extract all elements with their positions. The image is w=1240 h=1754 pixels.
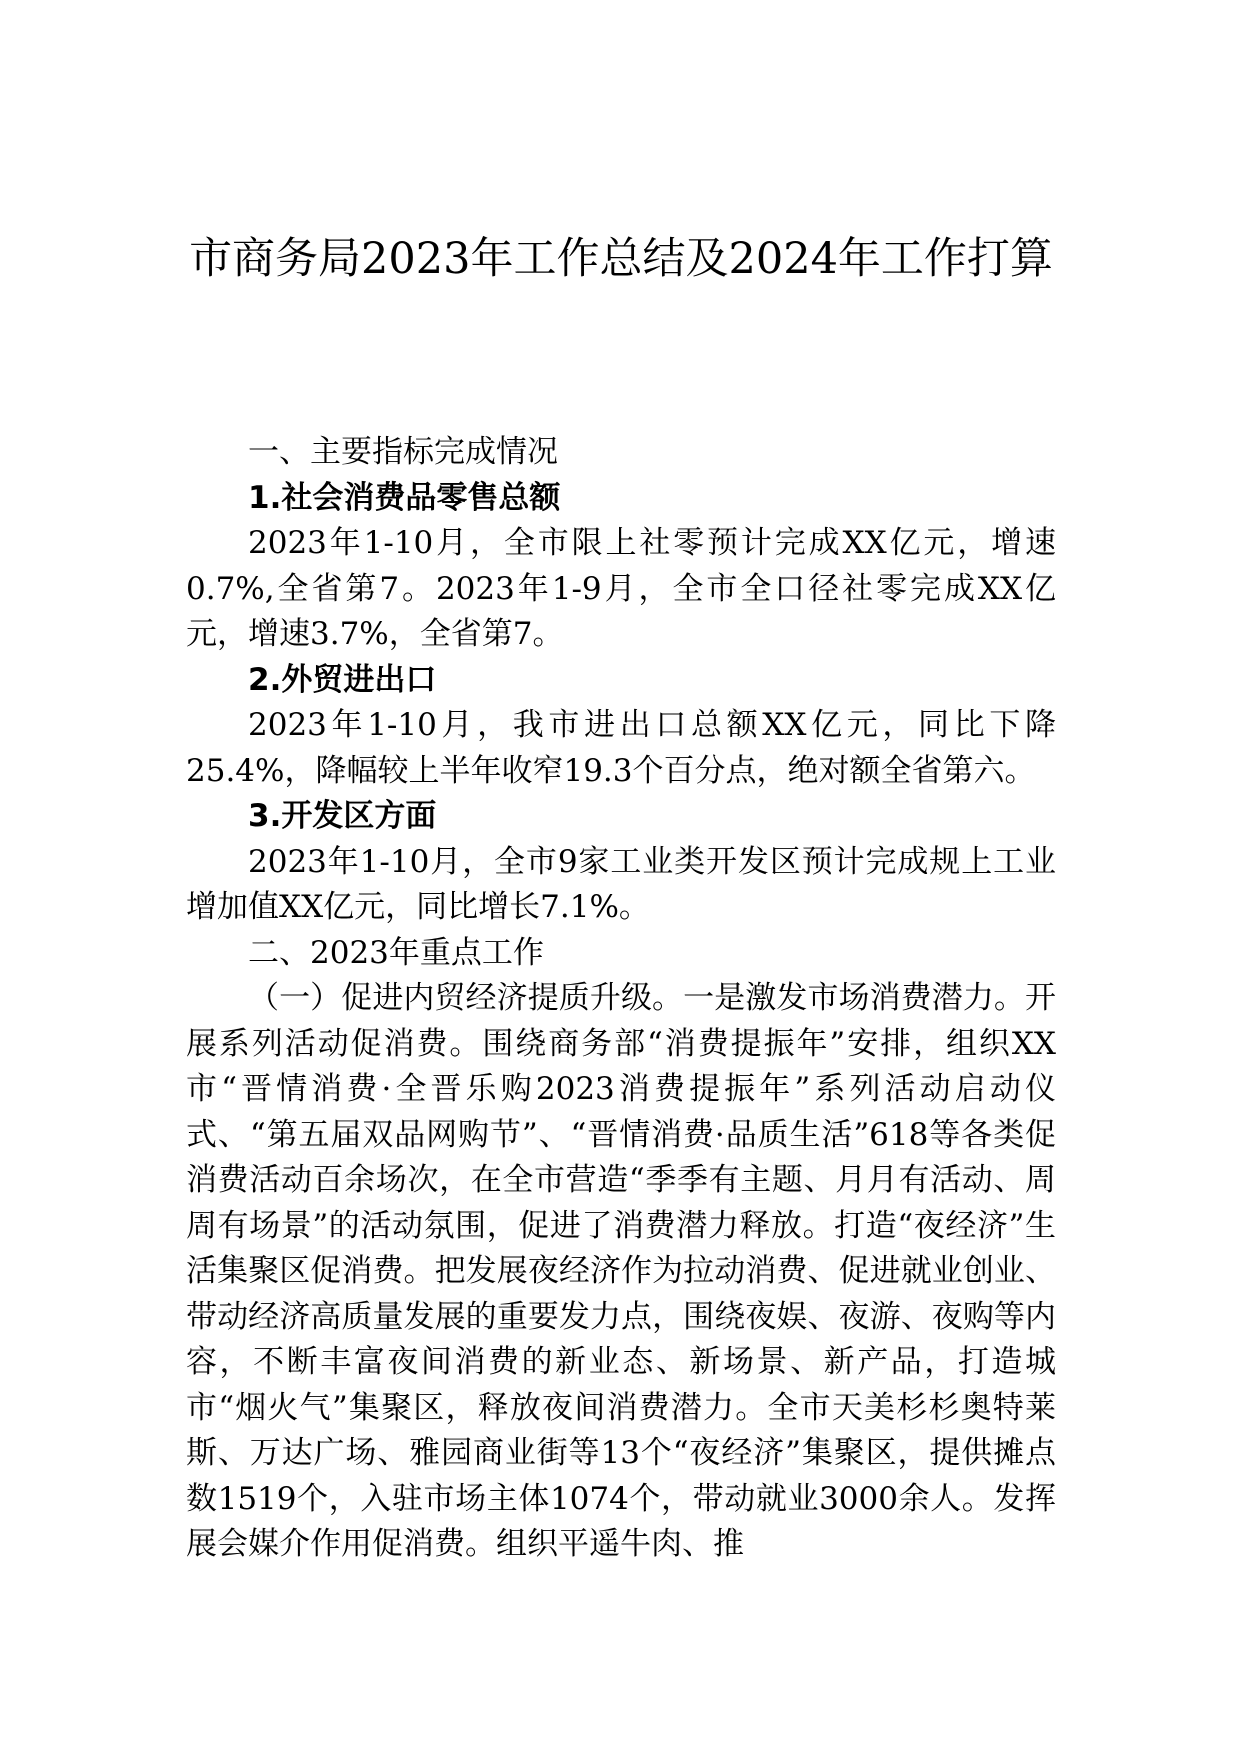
section-heading-2: 二、2023年重点工作 xyxy=(248,934,544,971)
document-body xyxy=(186,430,1056,1568)
section-heading-1: 一、主要指标完成情况 xyxy=(248,434,558,470)
paragraph-domestic-trade: （一）促进内贸经济提质升级。一是激发市场消费潜力。开展系列活动促消费。围绕商务部“消费提振年”安排，组织XX市“晋情消费·全晋乐购2023消费提振年”系列活动启动仪式、“第五届双品网购节”、“晋情消费·品质生活”618等各类促消费活动百余场次，在全市营造“季季有主题、月月有活动、周周有场景”的活动氛围，促进了消费潜力释放。打造“夜经济”生活集聚区促消费。把发展夜经济作为拉动消费、促进就业创业、带动经济高质量发展的重要发力点，围绕夜娱、夜游、夜购等内容，不断丰富夜间消费的新业态、新场景、新产品，打造城市“烟火气”集聚区，释放夜间消费潜力。全市天美杉杉奥特莱斯、万达广场、雅园商业街等13个“夜经济”集聚区，提供摊点数1519个，入驻市场主体1074个，带动就业3000余人。发挥展会媒介作用促消费。组织平遥牛肉、推 xyxy=(186,980,1056,1562)
subheading-foreign-trade: 2.外贸进出口 xyxy=(248,661,437,698)
paragraph-development-zone: 2023年1-10月，全市9家工业类开发区预计完成规上工业增加值XX亿元，同比增长7.1%。 xyxy=(186,843,1056,925)
subheading-development-zone: 3.开发区方面 xyxy=(248,798,437,834)
paragraph-foreign-trade: 2023年1-10月，我市进出口总额XX亿元，同比下降25.4%，降幅较上半年收窄19.3个百分点，绝对额全省第六。 xyxy=(186,707,1056,789)
document-title: 市商务局2023年工作总结及2024年工作打算 xyxy=(189,234,1053,284)
subheading-retail-sales: 1.社会消费品零售总额 xyxy=(248,479,561,516)
paragraph-retail-sales: 2023年1-10月，全市限上社零预计完成XX亿元，增速0.7%,全省第7。2023年1-9月，全市全口径社零完成XX亿元，增速3.7%，全省第7。 xyxy=(186,525,1056,652)
